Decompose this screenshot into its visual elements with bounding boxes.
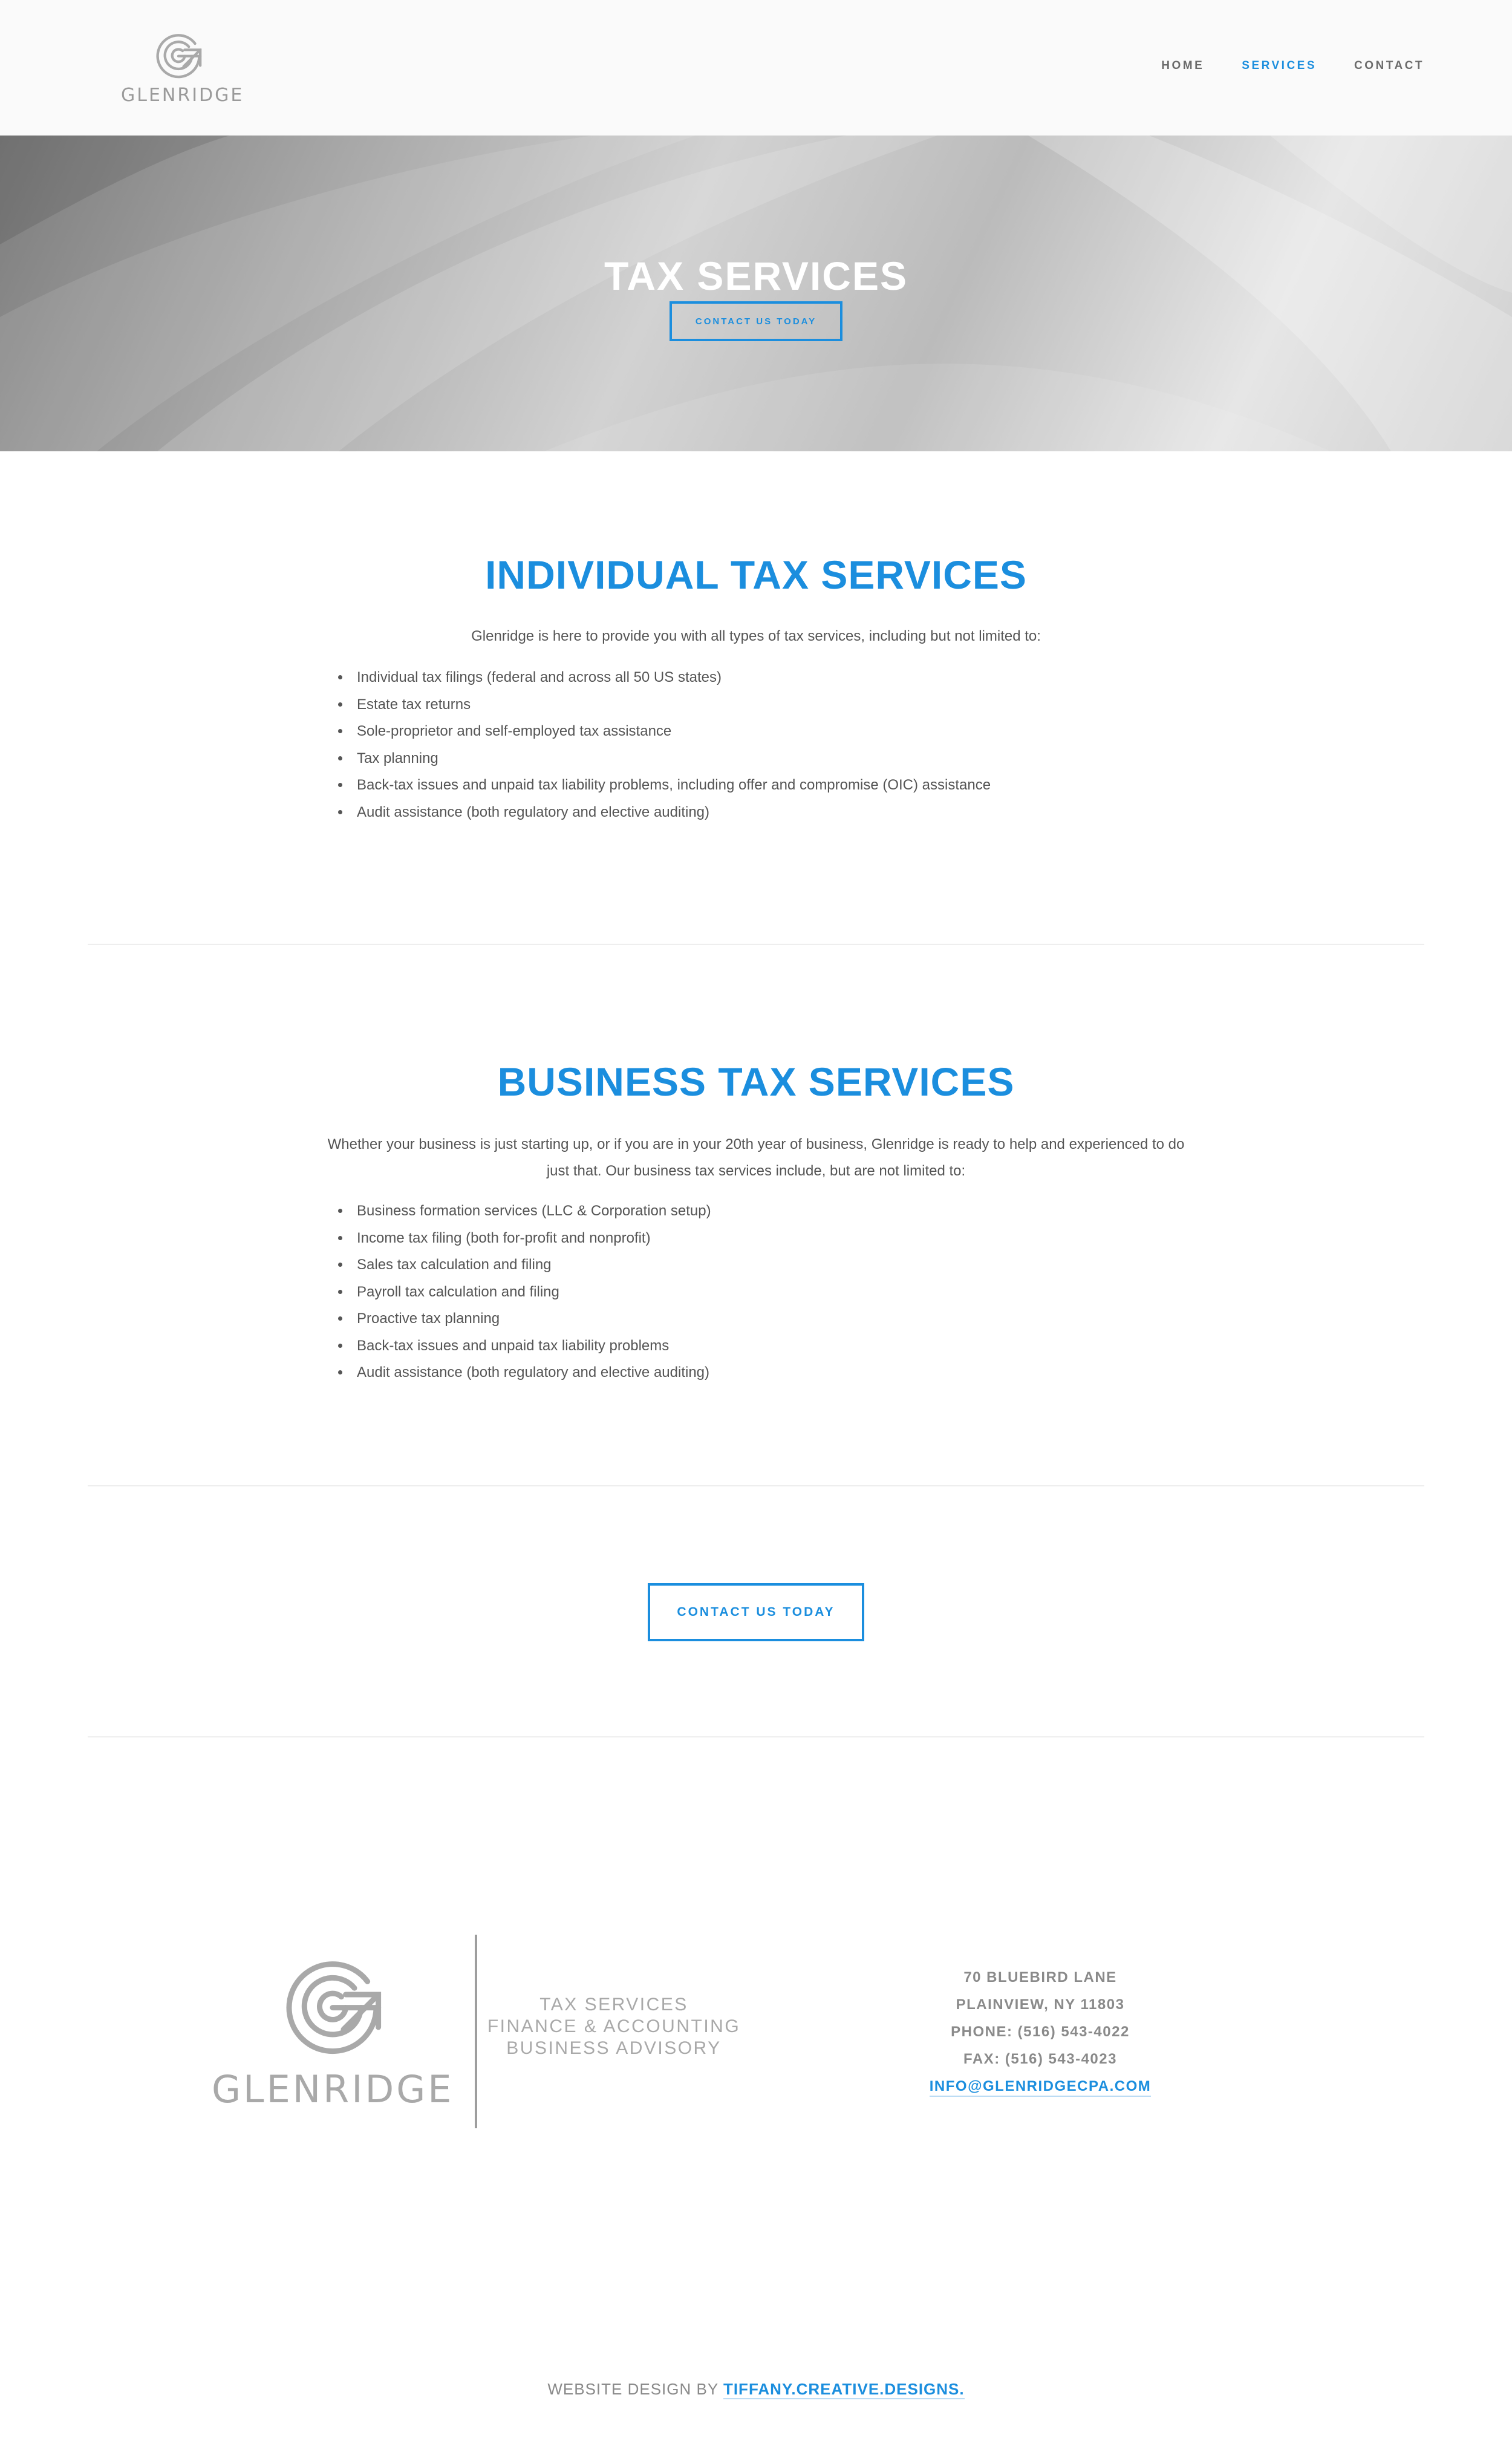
list-item: • Individual tax filings (federal and across all 50 US states) <box>351 664 1258 691</box>
credit-prefix: WEBSITE DESIGN BY <box>547 2380 723 2398</box>
contact-us-button[interactable]: CONTACT US TODAY <box>648 1583 864 1641</box>
section-divider <box>88 944 1424 945</box>
site-logo[interactable] <box>121 29 244 108</box>
list-item: • Business formation services (LLC & Corporation setup) <box>351 1198 1258 1225</box>
credit-link[interactable]: TIFFANY.CREATIVE.DESIGNS. <box>723 2380 965 2398</box>
logo-wordmark: GLENRIDGE <box>121 85 244 106</box>
list-item: • Payroll tax calculation and filing <box>351 1279 1258 1306</box>
phone-number: PHONE: (516) 543-4022 <box>951 2024 1130 2040</box>
tagline-line: FINANCE & ACCOUNTING <box>487 2016 741 2036</box>
glenridge-logo-icon <box>152 29 204 81</box>
address-line-2: PLAINVIEW, NY 11803 <box>956 1996 1125 2013</box>
hero-contact-button[interactable]: CONTACT US TODAY <box>670 301 842 341</box>
list-item: • Audit assistance (both regulatory and elective auditing) <box>351 799 1258 826</box>
hero-title: TAX SERVICES <box>604 253 908 299</box>
glenridge-logo-icon <box>278 1951 387 2060</box>
email-line <box>859 2073 1222 2100</box>
footer-contact-info <box>859 1964 1222 2100</box>
section-divider <box>88 1485 1424 1486</box>
hero-banner <box>0 136 1512 451</box>
list-item: • Back-tax issues and unpaid tax liability problems <box>351 1333 1258 1360</box>
list-item: • Income tax filing (both for-profit and nonprofit) <box>351 1225 1258 1252</box>
list-item: • Tax planning <box>351 745 1258 773</box>
site-header <box>0 0 1512 136</box>
footer-vertical-divider <box>475 1935 477 2128</box>
email-link[interactable]: INFO@GLENRIDGECPA.COM <box>930 2078 1151 2097</box>
business-services-list <box>336 1198 1258 1387</box>
list-item: • Proactive tax planning <box>351 1306 1258 1333</box>
nav-home[interactable]: HOME <box>1161 59 1205 72</box>
footer-logo-wordmark: GLENRIDGE <box>212 2067 454 2111</box>
section-divider <box>88 1736 1424 1737</box>
business-intro: Whether your business is just starting up, or if you are in your 20th year of business, Glenridge is ready to help and experienced to do just that. Our business tax services include, but are not limited to: <box>327 1136 1185 1179</box>
address-line-1: 70 BLUEBIRD LANE <box>963 1969 1117 1985</box>
list-item: • Sales tax calculation and filing <box>351 1252 1258 1279</box>
nav-services[interactable]: SERVICES <box>1242 59 1317 72</box>
list-item: • Audit assistance (both regulatory and elective auditing) <box>351 1359 1258 1387</box>
fax-number: FAX: (516) 543-4023 <box>963 2051 1117 2067</box>
tagline-line: BUSINESS ADVISORY <box>506 2038 722 2058</box>
main-nav <box>1161 59 1424 73</box>
individual-section-title: INDIVIDUAL TAX SERVICES <box>485 552 1027 597</box>
list-item: • Back-tax issues and unpaid tax liability problems, including offer and compromise (OIC) assistance <box>351 772 1258 799</box>
design-credit <box>0 2380 1512 2399</box>
footer-logo[interactable] <box>212 1951 454 2114</box>
individual-services-list <box>336 664 1258 826</box>
individual-intro: Glenridge is here to provide you with all types of tax services, including but not limited to: <box>471 628 1041 644</box>
list-item: • Estate tax returns <box>351 691 1258 719</box>
nav-contact[interactable]: CONTACT <box>1354 59 1424 72</box>
footer-tagline <box>481 1994 747 2059</box>
tagline-line: TAX SERVICES <box>539 1995 688 2015</box>
business-section-title: BUSINESS TAX SERVICES <box>497 1059 1015 1104</box>
list-item: • Sole-proprietor and self-employed tax assistance <box>351 718 1258 745</box>
